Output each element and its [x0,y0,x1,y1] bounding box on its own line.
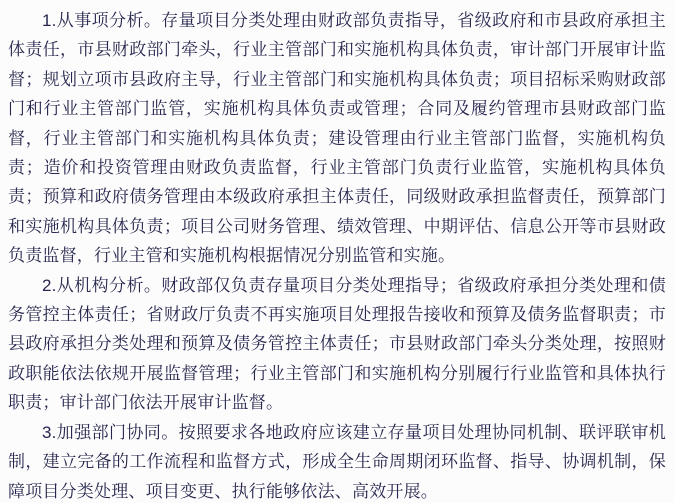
paragraph-strengthen-coordination: 3.加强部门协同。按照要求各地政府应该建立存量项目处理协同机制、联评联审机制，建立完备的工作流程和监督方式，形成全生命周期闭环监督、指导、协调机制，保障项目分类处理、项目变更、执行能够依法、高效开展。 [8,422,666,501]
paragraph-analysis-by-institution: 2.从机构分析。财政部仅负责存量项目分类处理指导；省级政府承担分类处理和债务管控主体责任；省财政厅负责不再实施项目处理报告接收和预算及债务监督职责；市县政府承担分类处理和预算及债务管控主体责任；市县财政部门牵头分类处理，按照财政职能依法依规开展监督管理；行业主管部门和实施机构分别履行行业监管和具体执行职责；审计部门依法开展审计监督。 [8,275,666,413]
paragraph-analysis-by-matter: 1.从事项分析。存量项目分类处理由财政部负责指导，省级政府和市县政府承担主体责任，市县财政部门牵头，行业主管部门和实施机构具体负责，审计部门开展审计监督；规划立项市县政府主导，行业主管部门和实施机构具体负责；项目招标采购财政部门和行业主管部门监管，实施机构具体负责或管理；合同及履约管理市县财政部门监督，行业主管部门和实施机构具体负责；建设管理由行业主管部门监督，实施机构负责；造价和投资管理由财政负责监督，行业主管部门负责行业监管，实施机构具体负责；预算和政府债务管理由本级政府承担主体责任，同级财政承担监督责任，预算部门和实施机构具体负责；项目公司财务管理、绩效管理、中期评估、信息公开等市县财政负责监督，行业主管和实施机构根据情况分别监管和实施。 [8,11,666,266]
